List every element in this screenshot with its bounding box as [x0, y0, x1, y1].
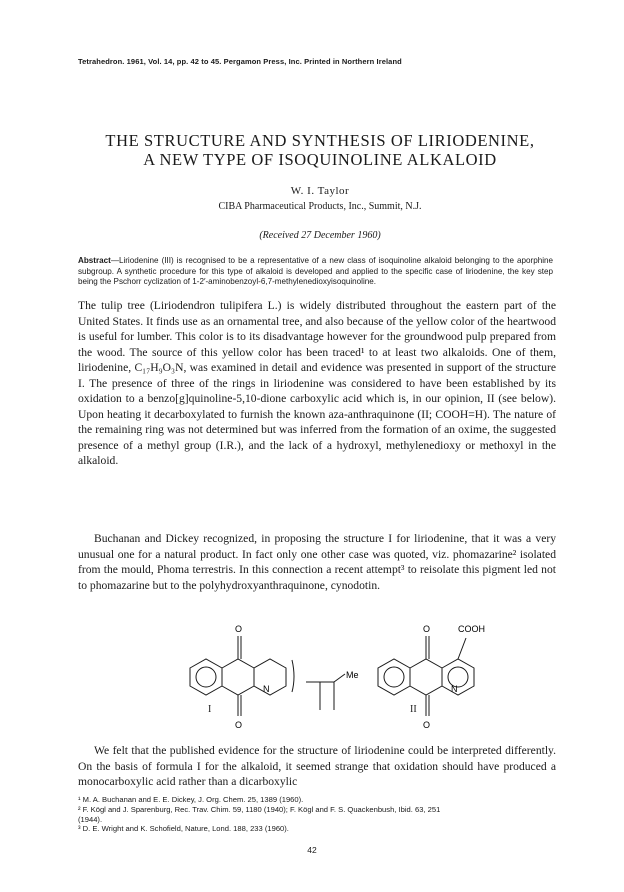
aromatic-circle-II: [384, 667, 404, 687]
footnote-2-cont: (1944).: [78, 814, 103, 824]
structure-label-II: II: [410, 704, 417, 715]
paragraph-3: We felt that the published evidence for the structure of liriodenine could be interpreted differently. On the basis of formula I for the alkaloid, it seemed strange that oxidation should have produced a monocarboxylic acid rather than a dicarboxylic: [78, 744, 556, 789]
paragraph-2: Buchanan and Dickey recognized, in proposing the structure I for liriodenine, that it was a very unusual one for a natural product. In fact only one other case was quoted, viz. phomazarine² isolated from the mould, Phoma terrestris. In this connection a recent attempt³ to reisolate this pigment led not to phomazarine but to the polyhydroxyanthraquinone, cynodotin.: [78, 532, 556, 592]
footnote-3: ³ D. E. Wright and K. Schofield, Nature, Lond. 188, 233 (1960).: [78, 824, 289, 834]
ring-benzo-II: [378, 659, 410, 695]
title-line-1: THE STRUCTURE AND SYNTHESIS OF LIRIODENINE,: [105, 131, 535, 150]
paragraph-1: The tulip tree (Liriodendron tulipifera L.) is widely distributed throughout the eastern part of the United States. It finds use as an ornamental tree, and also because of the yellow color of the heartwood is useful for lumber. This color is to its disadvantage however for the groundwood pulp prepared from the wood. The source of this yellow color has been traced¹ to at least two alkaloids. One of them, liriodenine, C₁₇H₉O₃N, was examined in detail and evidence was presented in support of the structure I. The presence of three of the rings in liriodenine was considered to have been established by its oxidation to a benzo[g]quinoline-5,10-dione carboxylic acid which is, in our opinion, II (see below). Upon heating it decarboxylated to furnish the known aza-anthraquinone (II; COOH=H). The nature of the remaining ring was not determined but was inferred from the formation of an oxime, the suggested presence of a methyl group (I.R.), and the lack of a hydroxyl, methylenedioxy or methoxyl in the alkaloid.: [78, 299, 556, 468]
oxygen-bottom-I: O: [235, 720, 243, 730]
ring-pyridine-I: [254, 659, 286, 695]
ring-benzo-I: [190, 659, 222, 695]
ring-quinone-II: [410, 659, 442, 695]
aromatic-circle-I: [196, 667, 216, 687]
footnotes: [78, 795, 556, 834]
received-date: (Received 27 December 1960): [259, 230, 381, 241]
structure-label-I: I: [208, 704, 212, 715]
author-name: W. I. Taylor: [290, 185, 350, 197]
structure-II: [378, 636, 474, 716]
footnote-1: ¹ M. A. Buchanan and E. E. Dickey, J. Org. Chem. 25, 1389 (1960).: [78, 795, 304, 804]
nitrogen-I: N: [263, 684, 270, 694]
ring-quinone-I: [222, 659, 254, 695]
abstract-text: —Liriodenine (III) is recognised to be a representative of a new class of isoquinoline alkaloid belonging to the aporphine subgroup. A synthetic procedure for this type of alkaloid is developed and applied to the specific case of liriodenine, the key step being the Pschorr cyclization of 1-2′-aminobenzoyl-6,7-methylenedioxyisoquinoline.: [78, 256, 553, 287]
nitrogen-II: N: [451, 684, 458, 694]
journal-citation: Tetrahedron. 1961, Vol. 14, pp. 42 to 45. Pergamon Press, Inc. Printed in Northern Ireland: [78, 57, 402, 66]
structure-figure: [0, 620, 624, 745]
structure-I: [190, 636, 345, 716]
oxygen-bottom-II: O: [423, 720, 431, 730]
oxygen-top-II: O: [423, 624, 431, 634]
carboxyl-label: COOH: [458, 624, 485, 634]
footnote-2: ² F. Kögl and J. Sparenburg, Rec. Trav. Chim. 59, 1180 (1940); F. Kögl and F. S. Quackenbush, Ibid. 63, 251: [78, 804, 441, 814]
abstract-label: Abstract: [78, 256, 111, 265]
abstract: [78, 256, 553, 288]
methyl-label: Me: [346, 670, 359, 680]
title-line-2: A NEW TYPE OF ISOQUINOLINE ALKALOID: [143, 150, 497, 169]
author-affiliation: CIBA Pharmaceutical Products, Inc., Summit, N.J.: [218, 201, 422, 212]
oxygen-top-I: O: [235, 624, 243, 634]
page-number: 42: [307, 845, 317, 855]
ring-pyridine-II: [442, 659, 474, 695]
bracket-I: [292, 660, 294, 692]
carboxyl-bond-II: [458, 638, 466, 659]
